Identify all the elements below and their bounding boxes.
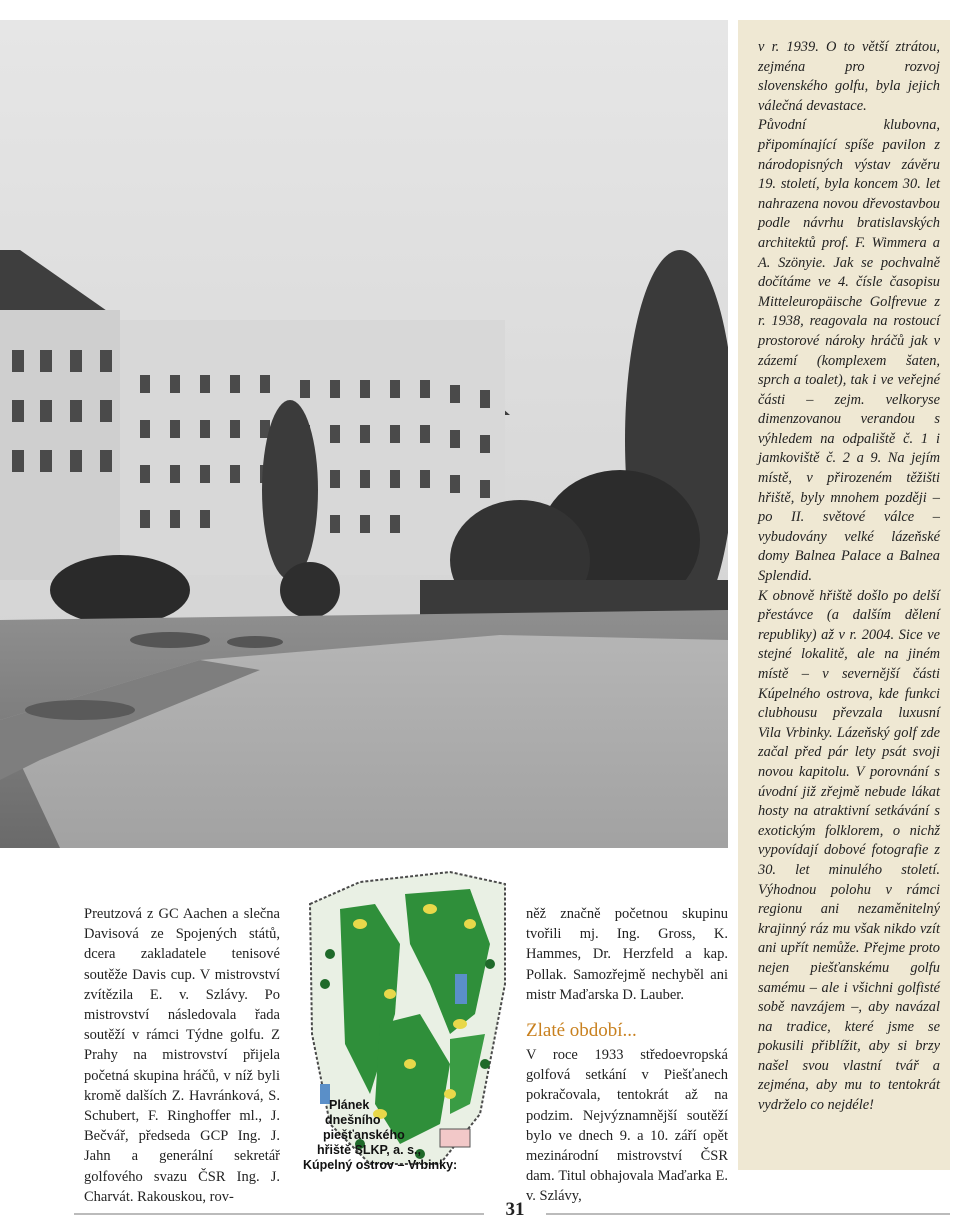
map-caption-line: hřiště SLKP, a. s., [317, 1143, 421, 1157]
footer-rule-right [546, 1213, 950, 1215]
page-number: 31 [505, 1199, 525, 1220]
sidebar-paragraph-2: Původní klubovna, připomínající spíše pavilon z národopisných výstav závěru 19. století, byla koncem 30. let nahrazena novou dřevostavbou podle návrhu bratislavských architektů prof. F. Wimmera a A. Szönyie. Jak se pochvalně dočítáme ve 4. čísle časopisu Mitteleuropäische Golfrevue z r. 1938, reagovala na rostoucí prostorové nároky hráčů jak v zázemí (komplexem šaten, sprch a toalet), tak i ve veřejné části – zejm. velkoryse dimenzovanou verandou s výhledem na odpaliště č. 1 i jamkoviště č. 2 a 9. Na jejím místě, v přirozeném těžišti hřiště, byly mnohem později – po II. světové válce – vybudovány velké lázeňské domy Balnea Palace a Balnea Splendid. [758, 117, 940, 585]
map-caption-line: dnešního [325, 1113, 381, 1127]
sidebar-paragraph-1: v r. 1939. O to větší ztrátou, zejména pro rozvoj slovenského golfu, byla jejich válečná devastace. [758, 39, 940, 114]
section-heading: Zlaté období... [526, 1020, 637, 1042]
middle-column [526, 904, 728, 1207]
sidebar-box [738, 20, 950, 1170]
map-caption [303, 1098, 457, 1173]
map-caption-line: Plánek [329, 1098, 370, 1112]
footer-rule-left [74, 1213, 484, 1215]
map-caption-line: Kúpelný ostrov – Vrbinky: [303, 1158, 458, 1172]
left-column-text: Preutzová z GC Aachen a slečna Davisová ze Spojených států, dcera zakladatele tenisové soutěže Davis cup. V mistrovství zvítězila E. v. Szlávy. Po mistrovství následovala řada soutěží v rámci Týdne golfu. Z Prahy na mistrovství přijela početná skupina hráčů, v níž byli kromě dalších Z. Havránková, S. Schubert, F. Ringhoffer ml., J. Bečvář, předseda GCP Ing. J. Jahn a generální sekretář golfového svazu ČSR Ing. J. Charvát. Rakouskou, rov- [84, 906, 280, 1205]
middle-column-intro: něž značně početnou skupinu tvořili mj. Ing. Gross, K. Hammes, Dr. Herzfeld a kap. Pollak. Samozřejmě nechyběl ani mistr Maďarska D. Lauber. [526, 906, 728, 1003]
historic-spa-hotel-photo [0, 20, 728, 848]
middle-column-body: V roce 1933 středoevropská golfová setkání v Piešťanech pokračovala, tentokrát až na podzim. Nejvýznamnější soutěží bylo ve dnech 9. a 10. září opět mezinárodní mistrovství ČSR dam. Titul obhajovala Maďarka E. v. Szlávy, [526, 1047, 728, 1205]
sidebar-paragraph-3: K obnově hřiště došlo po delší přestávce (a dalším dělení republiky) až v r. 2004. Sice ve stejné lokalitě, ale na jiném místě – v severnější části Kúpelného ostrova, kde funkci clubhousu převzala luxusní Vila Vrbinky. Lázeňský golf zde začal před pár lety psát svoji novou kapitolu. V porovnání s úvodní již zřejmě nebude lákat hosty na atraktivní setkávání s exotickým folklorem, o nichž vypovídají dobové fotografie z 30. let minulého století. Výhodnou polohu v rámci regionu ani nezaměnitelný krajinný ráz mu však nikdo vzít ani upřít nemůže. Přejme proto nejen piešťanskému golfu samému – ale i všichni golfisté sobě navzájem –, aby navázal na tradice, které jsme se pokusili přiblížit, aby si brzy našel svou vlastní tvář a zejména, aby mu to tentokrát vydrželo co nejdéle! [758, 587, 940, 1114]
map-caption-line: piešťanského [323, 1128, 405, 1142]
